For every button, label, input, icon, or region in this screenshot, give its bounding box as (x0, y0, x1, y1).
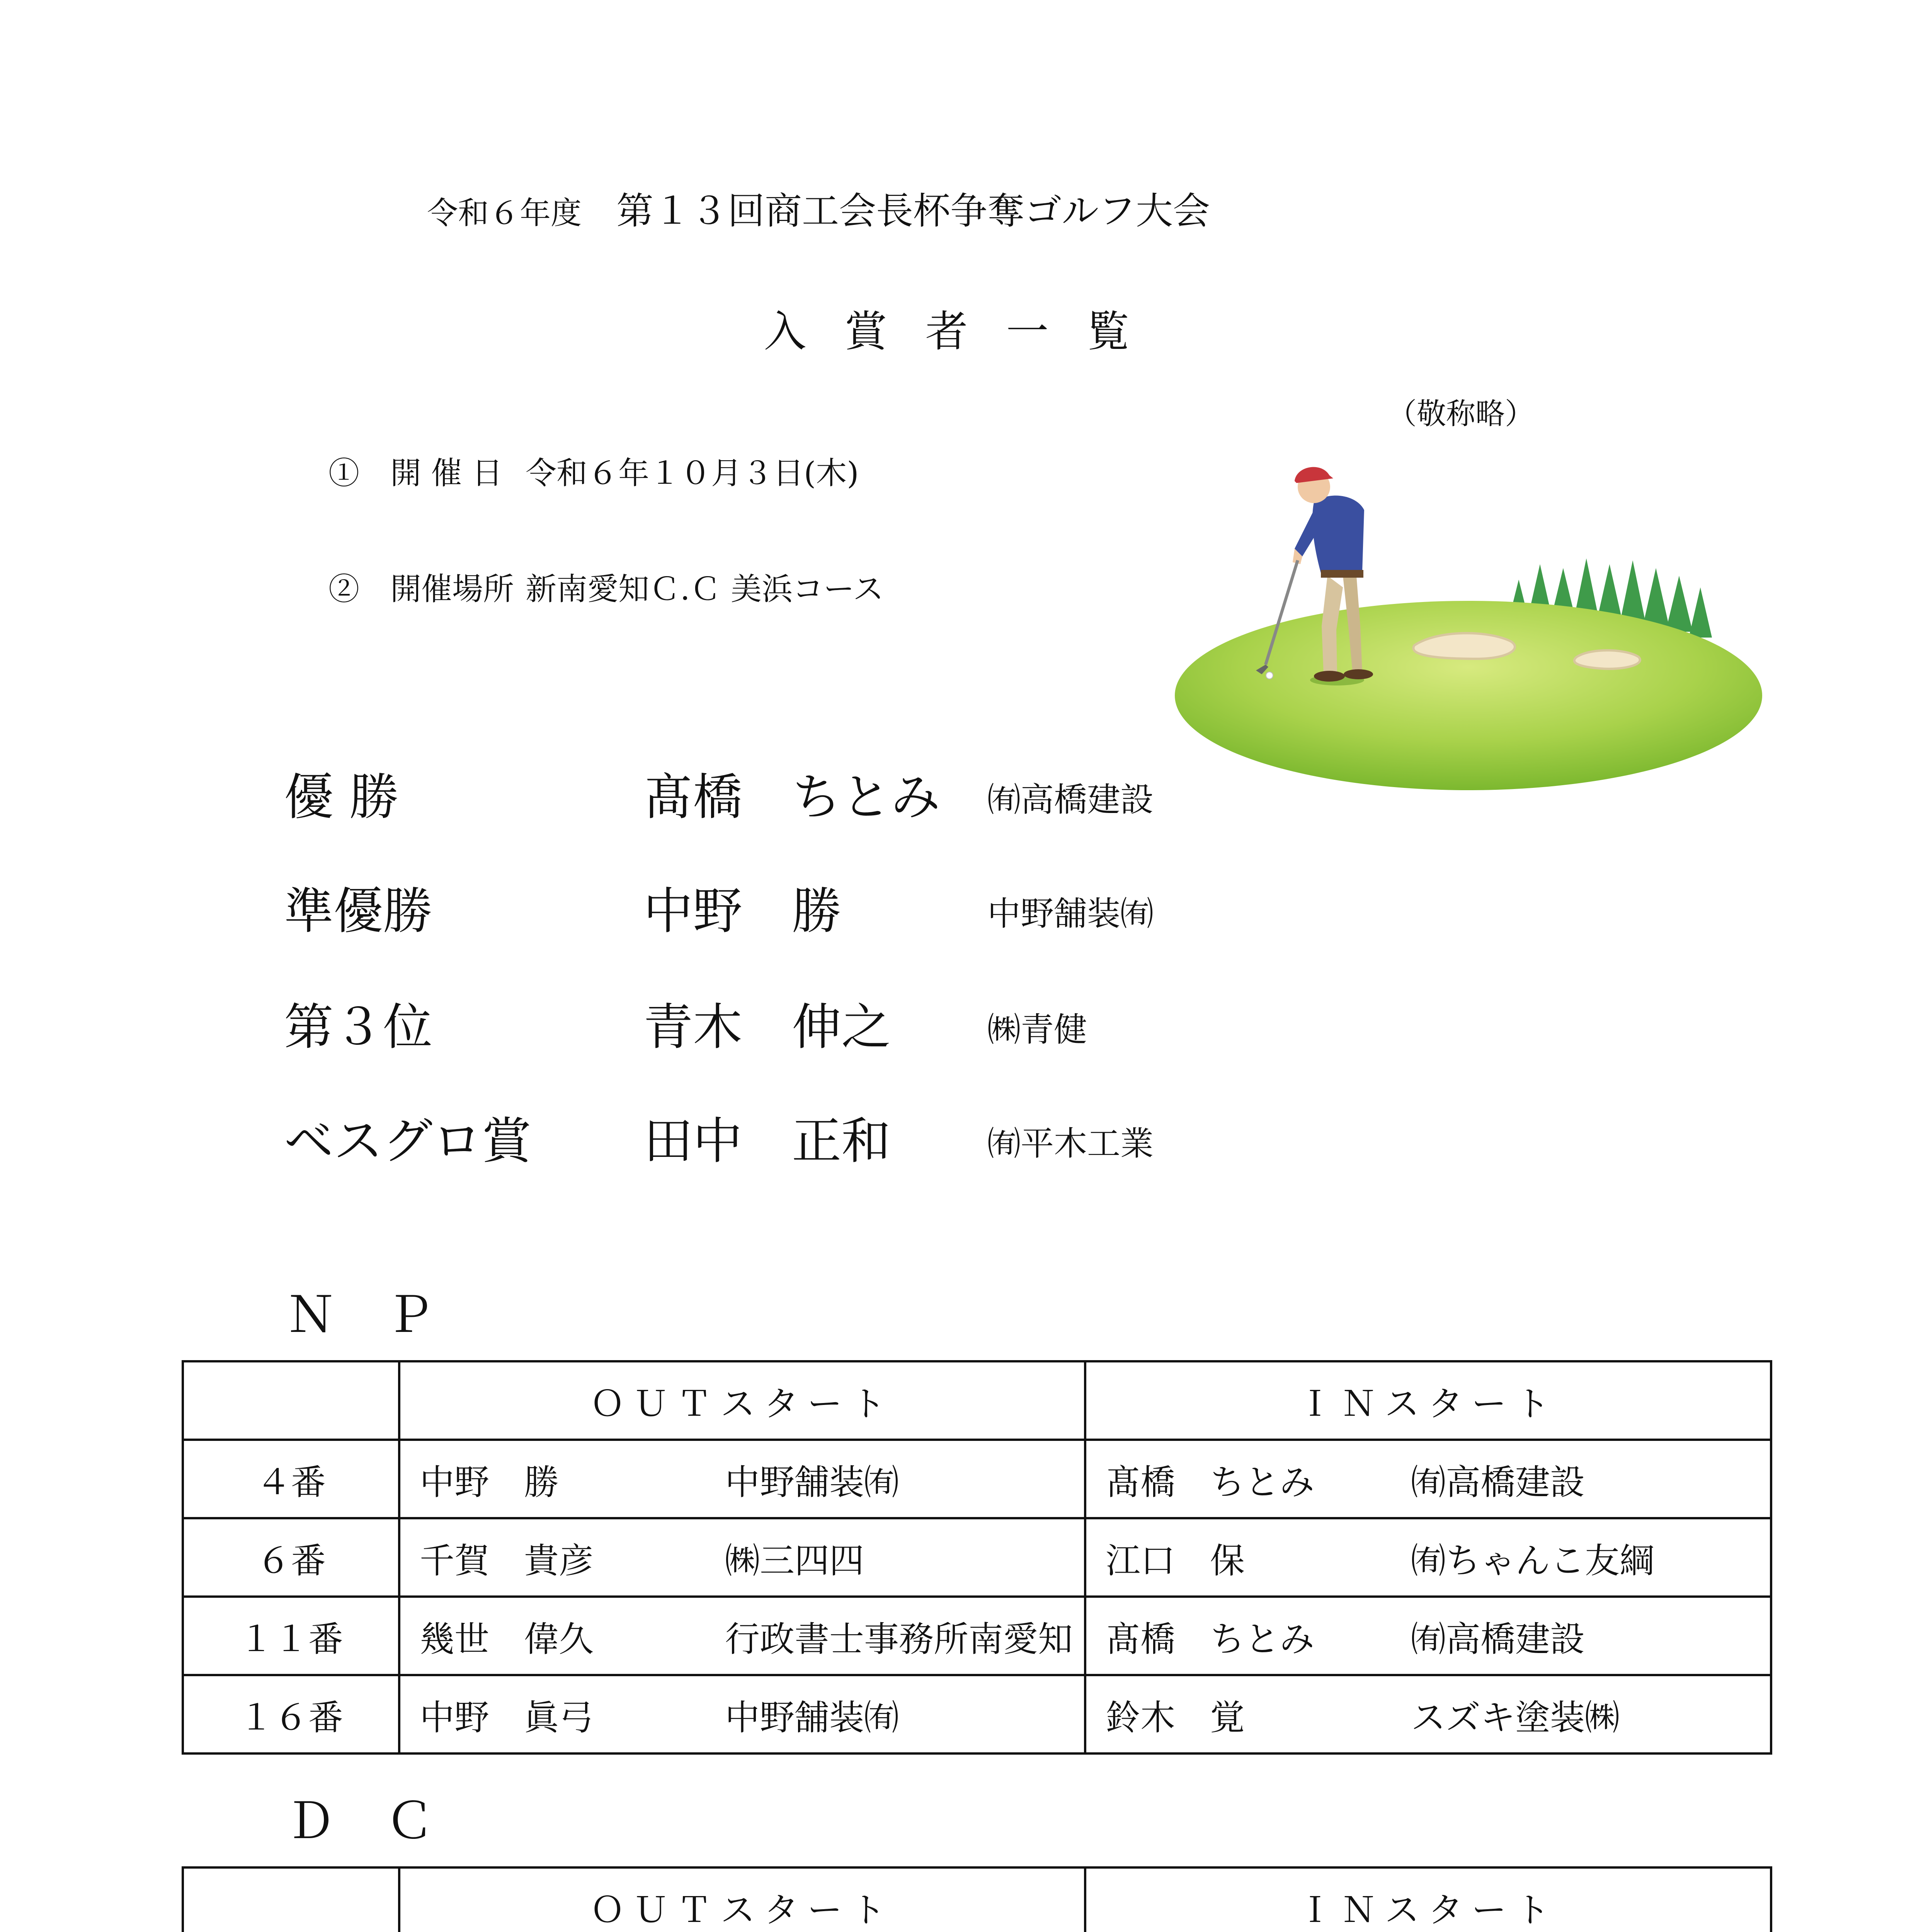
year-label: 令和６年度 (427, 195, 582, 231)
award-name-3: 青木 伸之 (643, 998, 891, 1056)
out-winner-name: 幾世 偉久 (420, 1619, 594, 1660)
event-venue-value: 新南愛知Ｃ.Ｃ 美浜コース (526, 571, 884, 607)
table-header-row (183, 1361, 1771, 1440)
in-winner-company: スズキ塗装㈱ (1411, 1697, 1620, 1738)
event-title: 第１３回商工会長杯争奪ゴルフ大会 (616, 189, 1210, 233)
out-winner-cell (399, 1518, 1085, 1597)
in-winner-name: 江口 保 (1106, 1540, 1245, 1581)
award-name-2: 中野 勝 (643, 883, 842, 940)
np-table (182, 1360, 1772, 1755)
in-winner-cell (1085, 1675, 1771, 1753)
event-venue-label: ② 開催場所 (328, 571, 514, 607)
table-row (183, 1518, 1771, 1597)
table-header-row (183, 1867, 1771, 1932)
dc-table (182, 1866, 1772, 1932)
page-heading: 入賞者一覧 (764, 307, 1168, 356)
in-winner-company: ㈲高橋建設 (1411, 1462, 1585, 1503)
out-winner-name: 中野 眞弓 (420, 1697, 594, 1738)
in-winner-cell (1085, 1518, 1771, 1597)
event-date-label: ① 開 催 日 (328, 455, 503, 491)
award-name-4: 田中 正和 (643, 1112, 891, 1170)
in-winner-cell (1085, 1597, 1771, 1675)
award-company-4: ㈲平木工業 (987, 1124, 1154, 1163)
award-title-3: 第３位 (284, 998, 433, 1056)
out-winner-cell (399, 1440, 1085, 1518)
hole-number: １６番 (183, 1675, 399, 1753)
out-winner-cell (399, 1597, 1085, 1675)
bunker-2 (1574, 650, 1640, 669)
table-row (183, 1440, 1771, 1518)
in-winner-company: ㈲高橋建設 (1411, 1619, 1585, 1660)
award-company-2: 中野舗装㈲ (987, 895, 1154, 933)
out-winner-name: 中野 勝 (420, 1462, 559, 1503)
out-winner-company: 中野舗装㈲ (725, 1462, 899, 1503)
out-header: ＯＵＴスタート (399, 1867, 1085, 1932)
out-winner-company: ㈱三四四 (725, 1540, 864, 1581)
award-name-1: 髙橋 ちとみ (643, 769, 941, 826)
award-company-3: ㈱青健 (987, 1010, 1087, 1049)
honorific-note: （敬称略） (1387, 396, 1534, 431)
event-date-value: 令和６年１０月３日(木) (526, 455, 859, 491)
event-date-line (328, 448, 859, 493)
hole-number: ６番 (183, 1518, 399, 1597)
hole-number: ４番 (183, 1440, 399, 1518)
in-winner-company: ㈲ちゃんこ友綱 (1411, 1540, 1654, 1581)
event-title-line (427, 182, 1210, 235)
table-corner-cell (183, 1361, 399, 1440)
award-title-1: 優 勝 (284, 769, 399, 826)
hole-number: １１番 (183, 1597, 399, 1675)
table-corner-cell (183, 1867, 399, 1932)
table-row (183, 1597, 1771, 1675)
out-winner-company: 中野舗装㈲ (725, 1697, 899, 1738)
out-header: ＯＵＴスタート (399, 1361, 1085, 1440)
in-winner-cell (1085, 1440, 1771, 1518)
table-row (183, 1675, 1771, 1753)
award-title-4: ベスグロ賞 (284, 1112, 532, 1170)
in-winner-name: 髙橋 ちとみ (1106, 1619, 1314, 1660)
green-ellipse (1175, 601, 1762, 790)
in-winner-name: 鈴木 覚 (1106, 1697, 1245, 1738)
out-winner-company: 行政書士事務所南愛知 (725, 1619, 1073, 1660)
dc-section-title: ＤＣ (286, 1793, 484, 1850)
in-header: ＩＮスタート (1085, 1867, 1771, 1932)
golfer-illustration (1167, 448, 1770, 796)
out-winner-name: 千賀 貴彦 (420, 1540, 594, 1581)
in-winner-name: 髙橋 ちとみ (1106, 1462, 1314, 1503)
np-section-title: ＮＰ (286, 1286, 484, 1344)
event-venue-line (328, 564, 884, 609)
out-winner-cell (399, 1675, 1085, 1753)
in-header: ＩＮスタート (1085, 1361, 1771, 1440)
award-company-1: ㈲高橋建設 (987, 781, 1154, 819)
award-title-2: 準優勝 (284, 883, 433, 940)
